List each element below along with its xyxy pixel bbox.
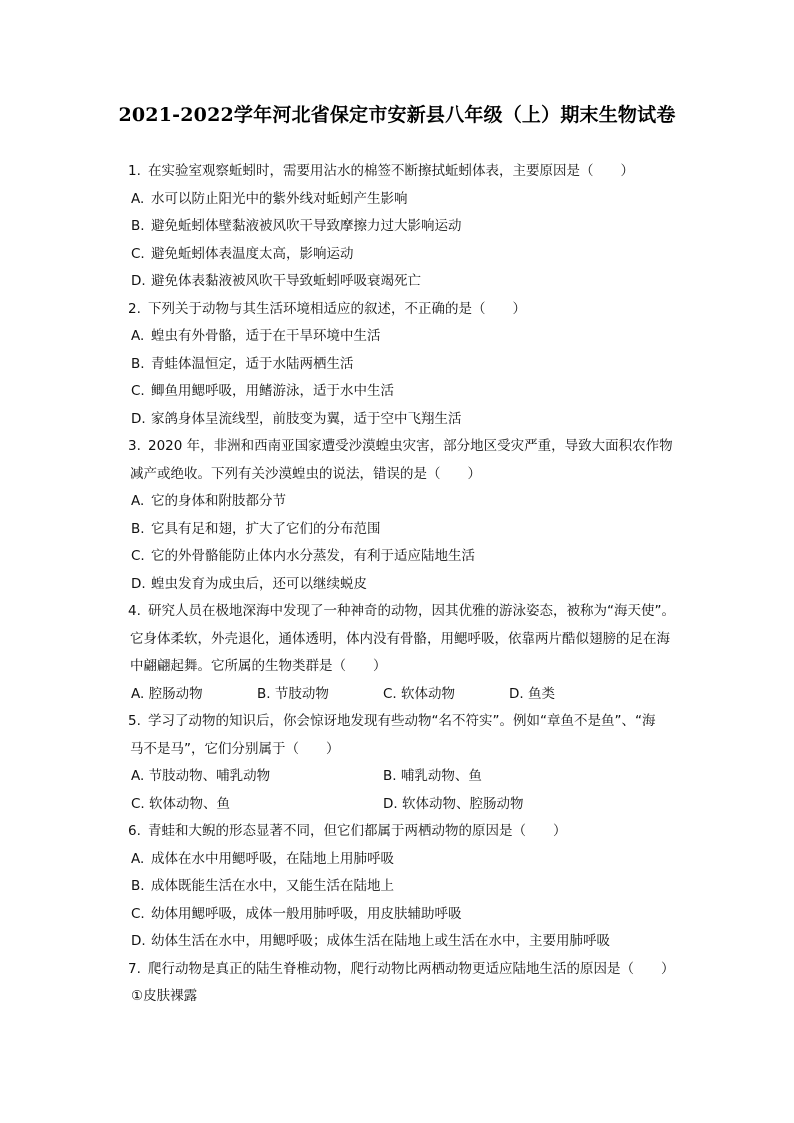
question-text: 学习了动物的知识后，你会惊讶地发现有些动物“名不符实”。例如“章鱼不是鱼”、“海: [148, 713, 656, 729]
option-b: [0, 516, 794, 544]
option-text: 避免蚯蚓体表温度太高，影响运动: [151, 245, 354, 262]
option-label: B.: [131, 218, 145, 234]
option-label: D.: [509, 685, 524, 702]
option-label: C.: [131, 548, 145, 564]
question-3: [0, 433, 794, 461]
question-1: [0, 158, 794, 186]
option-text: 青蛙体温恒定，适于水陆两栖生活: [151, 355, 354, 372]
option-text: 软体动物、腔肠动物: [401, 795, 524, 812]
option-b: [383, 763, 482, 791]
question-text-continued: 中翩翩起舞。它所属的生物类群是（ ）: [130, 658, 387, 674]
option-text: 节肢动物: [274, 685, 329, 702]
option-d: [383, 791, 523, 819]
question-7: [0, 956, 794, 984]
option-text: 避免蚯蚓体壁黏液被风吹干导致摩擦力过大影响运动: [151, 218, 462, 234]
question-number: 6.: [128, 823, 141, 839]
question-list: [0, 158, 794, 1011]
question-text: 2020 年，非洲和西南亚国家遭受沙漠蝗虫灾害，部分地区受灾严重，导致大面积农作物: [148, 438, 673, 454]
option-a: [131, 681, 257, 709]
question-number: 7.: [128, 960, 141, 977]
option-text: 成体在水中用鳃呼吸，在陆地上用肺呼吸: [151, 850, 394, 867]
option-label: B.: [383, 768, 397, 784]
question-text-continued: 减产或绝收。下列有关沙漠蝗虫的说法，错误的是（ ）: [130, 465, 481, 482]
question-number: 1.: [128, 163, 141, 179]
option-label: D.: [131, 575, 146, 592]
option-label: B.: [257, 685, 271, 702]
option-label: B.: [131, 520, 145, 537]
option-text: 蝗虫有外骨骼，适于在干旱环境中生活: [151, 328, 381, 344]
option-a: [0, 323, 794, 351]
option-text: 软体动物、鱼: [149, 795, 231, 812]
question-6: [0, 818, 794, 846]
option-d: [0, 268, 794, 296]
option-text: 幼体用鳃呼吸，成体一般用肺呼吸，用皮肤辅助呼吸: [151, 905, 462, 922]
option-row: [0, 791, 794, 819]
option-row: [0, 681, 794, 709]
option-text: 家鸽身体呈流线型，前肢变为翼，适于空中飞翔生活: [151, 410, 462, 427]
option-c: [0, 241, 794, 269]
option-row: [0, 763, 794, 791]
option-d: [509, 681, 555, 709]
option-label: C.: [383, 685, 397, 702]
option-label: A.: [131, 328, 145, 344]
question-text: 爬行动物是真正的陆生脊椎动物，爬行动物比两栖动物更适应陆地生活的原因是（ ）: [148, 960, 675, 977]
option-label: C.: [131, 245, 145, 262]
option-label: A.: [131, 685, 145, 702]
option-text: 鲫鱼用鳃呼吸，用鳍游泳，适于水中生活: [151, 383, 394, 399]
question-number: 2.: [128, 300, 141, 317]
option-text: 软体动物: [401, 685, 456, 702]
question-text-continued: 它身体柔软，外壳退化，通体透明，体内没有骨骼，用鳃呼吸，依靠两片酷似翅膀的足在海: [130, 630, 670, 647]
option-b: [0, 873, 794, 901]
question-text: 下列关于动物与其生活环境相适应的叙述，不正确的是（ ）: [148, 300, 526, 317]
option-text: 鱼类: [527, 685, 555, 702]
option-text: 它的身体和附肢都分节: [151, 493, 286, 509]
question-number: 3.: [128, 438, 141, 454]
option-text: 幼体生活在水中，用鳃呼吸；成体生活在陆地上或生活在水中，主要用肺呼吸: [151, 933, 610, 949]
option-c: [383, 681, 509, 709]
question-4: [0, 598, 794, 626]
option-text: 蝗虫发育为成虫后，还可以继续蜕皮: [151, 575, 367, 592]
option-label: A.: [131, 190, 145, 207]
option-text: 它具有足和翅，扩大了它们的分布范围: [151, 520, 381, 537]
option-text: 成体既能生活在水中，又能生活在陆地上: [151, 878, 394, 894]
option-label: B.: [131, 878, 145, 894]
option-c: [0, 378, 794, 406]
page-title: 2021-2022学年河北省保定市安新县八年级（上）期末生物试卷: [118, 104, 676, 126]
option-a: [0, 186, 794, 214]
option-a: [131, 763, 383, 791]
option-label: D.: [131, 273, 146, 289]
option-label: D.: [131, 933, 146, 949]
option-label: C.: [131, 795, 145, 812]
option-label: D.: [131, 410, 146, 427]
option-label: C.: [131, 383, 145, 399]
question-text: 研究人员在极地深海中发现了一种神奇的动物，因其优雅的游泳姿态，被称为“海天使”。: [148, 603, 675, 619]
option-d: [0, 406, 794, 434]
option-c: [0, 543, 794, 571]
option-label: D.: [383, 795, 398, 812]
option-label: C.: [131, 905, 145, 922]
option-text: 它的外骨骼能防止体内水分蒸发，有利于适应陆地生活: [151, 548, 475, 564]
question-5: [0, 708, 794, 736]
option-a: [0, 488, 794, 516]
option-b: [257, 681, 383, 709]
option-text: 水可以防止阳光中的紫外线对蚯蚓产生影响: [151, 190, 408, 207]
option-label: A.: [131, 493, 145, 509]
option-label: B.: [131, 355, 145, 372]
option-label: A.: [131, 768, 145, 784]
question-number: 4.: [128, 603, 141, 619]
option-text: 腔肠动物: [148, 685, 203, 702]
option-d: [0, 571, 794, 599]
option-text: 哺乳动物、鱼: [400, 768, 482, 784]
option-label: A.: [131, 850, 145, 867]
option-text: 避免体表黏液被风吹干导致蚯蚓呼吸衰竭死亡: [151, 273, 421, 289]
question-text: 在实验室观察蚯蚓时，需要用沾水的棉签不断擦拭蚯蚓体表，主要原因是（ ）: [148, 163, 634, 179]
question-text: 青蛙和大鲵的形态显著不同，但它们都属于两栖动物的原因是（ ）: [148, 823, 567, 839]
option-a: [0, 846, 794, 874]
option-c: [131, 791, 383, 819]
option-b: [0, 213, 794, 241]
option-d: [0, 928, 794, 956]
sub-statement: ①皮肤裸露: [131, 988, 198, 1004]
question-number: 5.: [128, 713, 141, 729]
option-c: [0, 901, 794, 929]
question-2: [0, 296, 794, 324]
option-text: 节肢动物、哺乳动物: [148, 768, 271, 784]
option-b: [0, 351, 794, 379]
question-text-continued: 马不是马”，它们分别属于（ ）: [130, 740, 340, 757]
